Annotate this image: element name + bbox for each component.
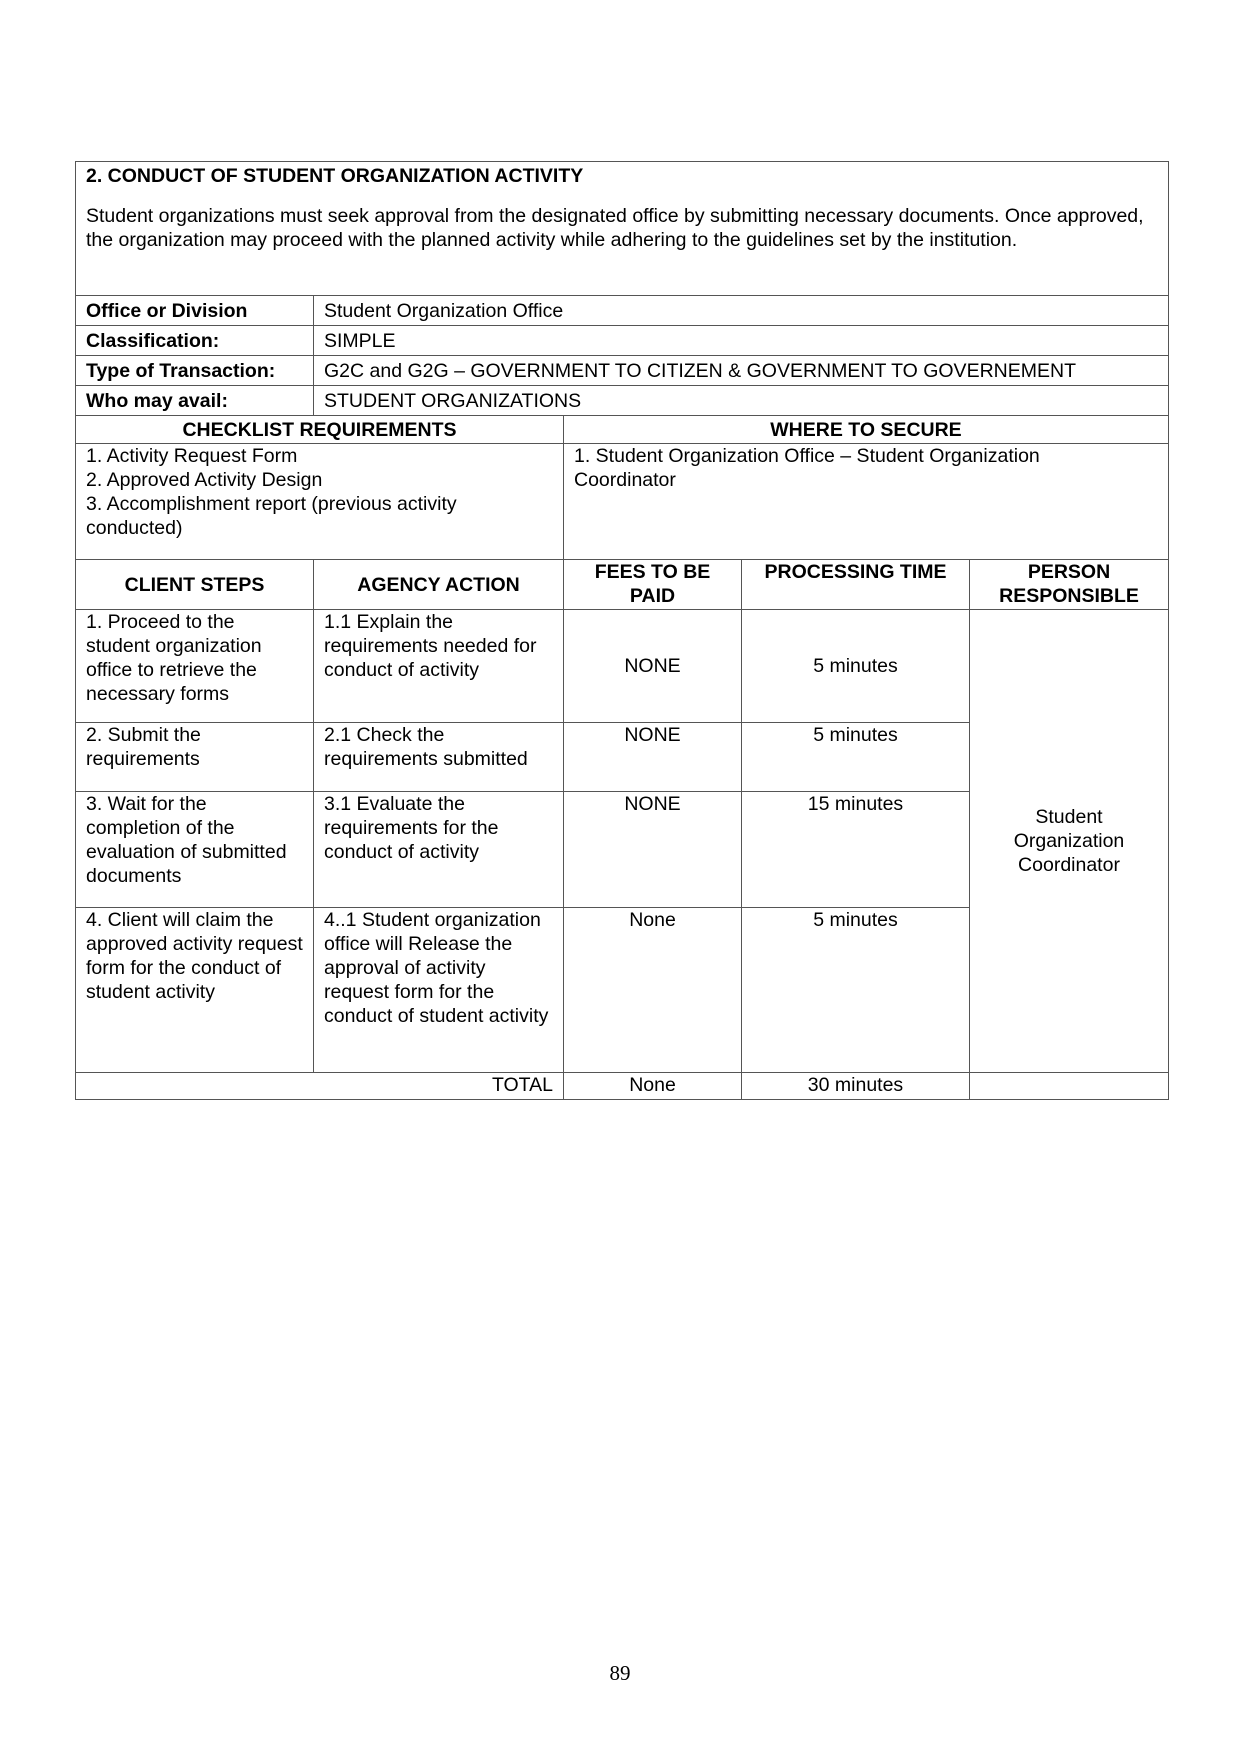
where-header: WHERE TO SECURE <box>564 416 1169 444</box>
fee-value: None <box>564 908 742 1073</box>
where-list <box>564 444 1169 560</box>
avail-row <box>76 386 1169 416</box>
processing-time-value: 15 minutes <box>742 792 970 908</box>
total-row <box>76 1073 1169 1100</box>
fee-value: NONE <box>564 610 742 723</box>
steps-header-row <box>76 560 1169 610</box>
requirement-item: 1. Activity Request Form <box>86 445 298 467</box>
agency-action-header: AGENCY ACTION <box>314 560 564 610</box>
classification-row <box>76 326 1169 356</box>
transaction-row <box>76 356 1169 386</box>
processing-time-value: 5 minutes <box>742 908 970 1073</box>
total-person-empty <box>970 1073 1169 1100</box>
avail-value: STUDENT ORGANIZATIONS <box>314 386 1169 416</box>
classification-value: SIMPLE <box>314 326 1169 356</box>
checklist-header: CHECKLIST REQUIREMENTS <box>76 416 564 444</box>
transaction-value: G2C and G2G – GOVERNMENT TO CITIZEN & GOVERNMENT TO GOVERNEMENT <box>314 356 1169 386</box>
requirements-list <box>76 444 564 560</box>
client-step: 4. Client will claim the approved activity request form for the conduct of student activity <box>76 908 314 1073</box>
processing-time-value: 5 minutes <box>742 723 970 792</box>
section-description: Student organizations must seek approval from the designated office by submitting necessary documents. Once approved, the organization may proceed with the planned activity while adhering to the guidelines set by the institution. <box>86 205 1144 251</box>
page-number: 89 <box>609 1661 631 1685</box>
requirement-item: 2. Approved Activity Design <box>86 469 323 491</box>
checklist-row <box>76 444 1169 560</box>
table-row <box>76 610 1169 723</box>
fees-header: FEES TO BE PAID <box>564 560 742 610</box>
agency-action: 3.1 Evaluate the requirements for the conduct of activity <box>314 792 564 908</box>
person-responsible: Student Organization Coordinator <box>970 610 1169 1073</box>
avail-label: Who may avail: <box>76 386 314 416</box>
checklist-header-row <box>76 416 1169 444</box>
citizen-charter-table <box>75 161 1168 1100</box>
fee-value: NONE <box>564 723 742 792</box>
agency-action: 2.1 Check the requirements submitted <box>314 723 564 792</box>
client-steps-header: CLIENT STEPS <box>76 560 314 610</box>
agency-action: 1.1 Explain the requirements needed for conduct of activity <box>314 610 564 723</box>
processing-time-value: 5 minutes <box>742 610 970 723</box>
fee-value: NONE <box>564 792 742 908</box>
processing-time-header: PROCESSING TIME <box>742 560 970 610</box>
classification-label: Classification: <box>76 326 314 356</box>
total-fees: None <box>564 1073 742 1100</box>
office-value: Student Organization Office <box>314 296 1169 326</box>
requirement-item: 3. Accomplishment report (previous activity conducted) <box>86 493 457 539</box>
section-title: 2. CONDUCT OF STUDENT ORGANIZATION ACTIVITY <box>86 165 584 187</box>
agency-action: 4..1 Student organization office will Release the approval of activity request form for the conduct of student activity <box>314 908 564 1073</box>
section-header <box>76 162 1169 296</box>
client-step: 1. Proceed to the student organization office to retrieve the necessary forms <box>76 610 314 723</box>
total-label: TOTAL <box>76 1073 564 1100</box>
total-time: 30 minutes <box>742 1073 970 1100</box>
where-item: 1. Student Organization Office – Student Organization Coordinator <box>574 445 1040 491</box>
section-header-row <box>76 162 1169 296</box>
office-label: Office or Division <box>76 296 314 326</box>
transaction-label: Type of Transaction: <box>76 356 314 386</box>
client-step: 3. Wait for the completion of the evaluation of submitted documents <box>76 792 314 908</box>
person-responsible-header: PERSON RESPONSIBLE <box>970 560 1169 610</box>
office-row <box>76 296 1169 326</box>
client-step: 2. Submit the requirements <box>76 723 314 792</box>
